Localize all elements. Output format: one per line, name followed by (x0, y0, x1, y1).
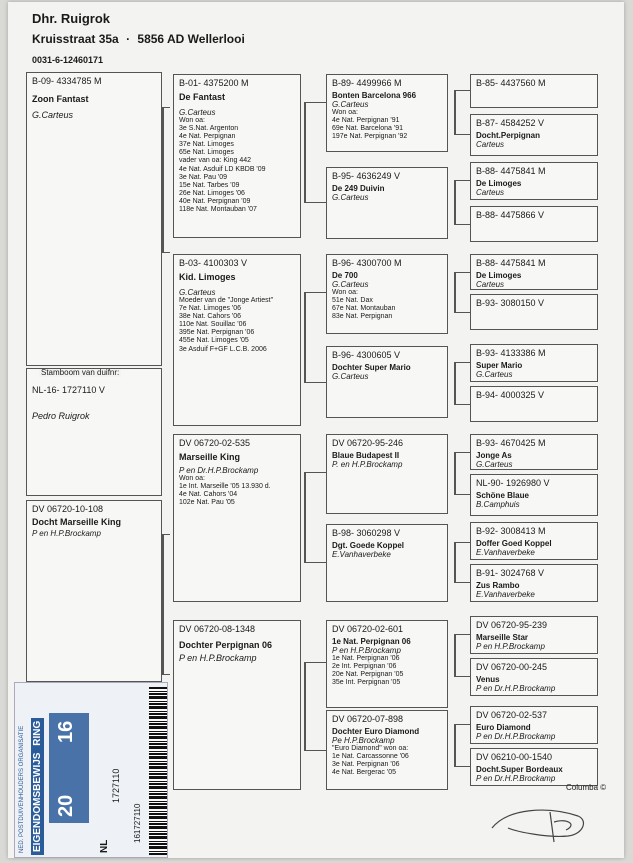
gen4-12-breeder: E.Vanhaverbeke (476, 590, 535, 599)
gen3-8-id: DV 06720-07-898 (332, 714, 404, 724)
subject-name: Zoon Fantast (32, 94, 89, 104)
owner-city: 5856 AD Wellerlooi (137, 32, 245, 46)
gen3-box (326, 524, 448, 602)
gen4-11-breeder: E.Vanhaverbeke (476, 548, 535, 557)
gen3-1-breeder: G.Carteus (332, 100, 369, 109)
gen2-a-breeder: G.Carteus (179, 108, 216, 117)
gen4-10-id: NL-90- 1926980 V (476, 478, 550, 488)
card-country: NL (99, 839, 110, 853)
gen4-8-id: B-94- 4000325 V (476, 390, 545, 400)
gen4-box (470, 294, 598, 330)
gen3-7-results: 1e Nat. Perpignan '06 2e Int. Perpignan '06 20e Nat. Perpignan '05 35e Int. Perpignan '05 (332, 655, 404, 687)
gen4-13-id: DV 06720-95-239 (476, 620, 548, 630)
owner-phone: 0031-6-12460171 (32, 55, 104, 65)
gen3-5-id: DV 06720-95-246 (332, 438, 404, 448)
gen2-d-breeder: P en H.P.Brockamp (179, 653, 257, 663)
gen2-c-id: DV 06720-02-535 (179, 438, 251, 448)
gen4-box (470, 748, 598, 786)
gen2-b-id: B-03- 4100303 V (179, 258, 248, 268)
subject-id: B-09- 4334785 M (32, 76, 102, 86)
gen3-box (326, 620, 448, 708)
gen4-9-name: Jonge As (476, 451, 512, 460)
gen3-5-breeder: P. en H.P.Brockamp (332, 460, 403, 469)
gen4-box (470, 162, 598, 200)
gen2-b-name: Kid. Limoges (179, 272, 236, 282)
gen4-box (470, 564, 598, 602)
gen3-3-name: De 700 (332, 271, 358, 280)
gen2-a-name: De Fantast (179, 92, 226, 102)
gen4-15-breeder: P en Dr.H.P.Brockamp (476, 732, 556, 741)
gen4-7-name: Super Mario (476, 361, 523, 370)
gen4-13-breeder: P en H.P.Brockamp (476, 642, 545, 651)
gen3-7-breeder: P en H.P.Brockamp (332, 646, 401, 655)
gen3-box (326, 710, 448, 790)
ring-ownership-card (14, 682, 168, 858)
gen4-5-name: De Limoges (476, 271, 522, 280)
gen4-5-breeder: Carteus (476, 280, 505, 289)
card-title: EIGENDOMSBEWIJS (32, 752, 43, 852)
gen4-box (470, 254, 598, 290)
dam-box (26, 500, 162, 682)
gen4-15-id: DV 06720-02-537 (476, 710, 548, 720)
gen4-box (470, 434, 598, 470)
gen4-3-breeder: Carteus (476, 188, 505, 197)
gen2-b-results: Moeder van de "Jonge Artiest" 7e Nat. Limoges '06 38e Nat. Cahors '06 110e Nat. Souillac '06 395e Nat. Perpignan '06 455e Nat. Limoges '05 3e Asduif F+GF L.C.B. 2006 (179, 297, 274, 353)
gen3-3-results: Won oa: 51e Nat. Dax 67e Nat. Montauban 83e Nat. Perpignan (332, 289, 396, 321)
gen3-2-id: B-95- 4636249 V (332, 171, 401, 181)
gen2-box-b (173, 254, 301, 426)
gen4-3-name: De Limoges (476, 179, 522, 188)
gen2-box-d (173, 620, 301, 790)
gen4-11-name: Doffer Goed Koppel (476, 539, 552, 548)
card-ring-no: 1727110 (111, 768, 121, 803)
gen4-4-id: B-88- 4475866 V (476, 210, 545, 220)
gen4-box (470, 706, 598, 744)
barcode-image (149, 687, 168, 855)
card-org: NED. POSTDUIVENHOUDERS ORGANISATIE (19, 725, 25, 853)
owner-address: Kruisstraat 35a (32, 32, 119, 46)
dam-breeder: P en H.P.Brockamp (32, 529, 101, 538)
gen4-2-name: Docht.Perpignan (476, 131, 541, 140)
gen3-5-name: Blaue Budapest II (332, 451, 400, 460)
owner-name: Dhr. Ruigrok (32, 11, 111, 26)
gen3-1-id: B-89- 4499966 M (332, 78, 402, 88)
gen4-box (470, 616, 598, 654)
signature-image (488, 798, 598, 848)
gen4-10-breeder: B.Camphuis (476, 500, 520, 509)
gen3-7-id: DV 06720-02-601 (332, 624, 404, 634)
owner-address-line (32, 32, 245, 46)
gen3-2-name: De 249 Duivin (332, 184, 385, 193)
gen4-16-id: DV 06210-00-1540 (476, 752, 553, 762)
gen3-1-name: Bonten Barcelona 966 (332, 91, 417, 100)
gen3-3-breeder: G.Carteus (332, 280, 369, 289)
gen3-8-breeder: Pe H.P.Brockamp (332, 736, 395, 745)
pedigree-sheet (8, 2, 624, 858)
gen4-16-breeder: P en Dr.H.P.Brockamp (476, 774, 556, 783)
subject-breeder: G.Carteus (32, 110, 74, 120)
gen3-6-name: Dgt. Goede Koppel (332, 541, 404, 550)
gen4-14-name: Venus (476, 675, 500, 684)
gen4-10-name: Schöne Blaue (476, 491, 529, 500)
gen4-5-id: B-88- 4475841 M (476, 258, 546, 268)
gen4-9-breeder: G.Carteus (476, 460, 513, 469)
gen4-14-breeder: P en Dr.H.P.Brockamp (476, 684, 556, 693)
gen4-6-id: B-93- 3080150 V (476, 298, 545, 308)
stamboom-box (26, 368, 162, 496)
gen2-c-breeder: P en Dr.H.P.Brockamp (179, 466, 259, 475)
gen2-c-results: Won oa: 1e Int. Marseille '05 13.930 d. 4e Nat. Cahors '04 102e Nat. Pau '05 (179, 475, 271, 507)
gen4-7-breeder: G.Carteus (476, 370, 513, 379)
gen3-box (326, 167, 448, 239)
card-year-a: 20 (55, 794, 77, 817)
card-subtitle: RING (32, 720, 43, 746)
gen3-6-breeder: E.Vanhaverbeke (332, 550, 391, 559)
gen3-8-name: Dochter Euro Diamond (332, 727, 420, 736)
gen4-16-name: Docht.Super Bordeaux (476, 765, 563, 774)
stamboom-id: NL-16- 1727110 V (32, 385, 105, 395)
subject-box (26, 72, 162, 366)
gen3-1-results: Won oa: 4e Nat. Perpignan '91 69e Nat. Barcelona '91 197e Nat. Perpignan '92 (332, 109, 408, 141)
gen3-box (326, 346, 448, 418)
gen2-box-c (173, 434, 301, 602)
gen4-12-name: Zus Rambo (476, 581, 520, 590)
gen3-6-id: B-98- 3060298 V (332, 528, 401, 538)
gen3-box (326, 74, 448, 152)
gen4-box (470, 474, 598, 516)
gen3-4-id: B-96- 4300605 V (332, 350, 401, 360)
gen3-2-breeder: G.Carteus (332, 193, 369, 202)
brand-mark: Columba © (566, 783, 607, 792)
gen4-14-id: DV 06720-00-245 (476, 662, 548, 672)
gen3-box (326, 254, 448, 334)
gen3-4-breeder: G.Carteus (332, 372, 369, 381)
gen2-a-results: Won oa: 3e S.Nat. Argenton 4e Nat. Perpignan 37e Nat. Limoges 65e Nat. Limoges vader van oa: King 442 4e Nat. Asduif LD KBDB '09 3e Nat. Pau '09 15e Nat. Tarbes '09 26e Nat. Limoges '06 40e Nat. Perpignan '09 118e Nat. Montauban '07 (179, 117, 266, 214)
gen4-1-id: B-85- 4437560 M (476, 78, 546, 88)
stamboom-owner: Pedro Ruigrok (32, 411, 90, 421)
gen4-3-id: B-88- 4475841 M (476, 166, 546, 176)
gen3-7-name: 1e Nat. Perpignan 06 (332, 637, 411, 646)
gen4-box (470, 206, 598, 242)
gen3-8-results: "Euro Diamond" won oa: 1e Nat. Carcassonne '06 3e Nat. Perpignan '06 4e Nat. Bergerac '05 (332, 745, 409, 777)
gen3-3-id: B-96- 4300700 M (332, 258, 402, 268)
dam-name: Docht Marseille King (32, 517, 122, 527)
dam-id: DV 06720-10-108 (32, 504, 104, 514)
address-separator: · (126, 32, 131, 46)
gen4-box (470, 386, 598, 422)
gen4-7-id: B-93- 4133386 M (476, 348, 546, 358)
gen4-15-name: Euro Diamond (476, 723, 531, 732)
gen2-d-id: DV 06720-08-1348 (179, 624, 256, 634)
gen4-box (470, 74, 598, 108)
gen2-d-name: Dochter Perpignan 06 (179, 640, 273, 650)
gen4-2-id: B-87- 4584252 V (476, 118, 545, 128)
gen4-11-id: B-92- 3008413 M (476, 526, 546, 536)
gen2-box-a (173, 74, 301, 238)
gen4-box (470, 114, 598, 156)
gen4-box (470, 658, 598, 696)
gen4-2-breeder: Carteus (476, 140, 505, 149)
gen2-c-name: Marseille King (179, 452, 241, 462)
gen2-a-id: B-01- 4375200 M (179, 78, 249, 88)
gen4-box (470, 522, 598, 560)
gen3-box (326, 434, 448, 514)
gen4-13-name: Marseille Star (476, 633, 529, 642)
card-barcode-no: 161727110 (133, 803, 142, 843)
gen4-9-id: B-93- 4670425 M (476, 438, 546, 448)
gen4-box (470, 344, 598, 382)
gen4-12-id: B-91- 3024768 V (476, 568, 545, 578)
gen3-4-name: Dochter Super Mario (332, 363, 411, 372)
gen2-b-breeder: G.Carteus (179, 288, 216, 297)
stamboom-label: Stamboom van duifnr: (41, 368, 120, 377)
card-year-b: 16 (55, 720, 77, 743)
